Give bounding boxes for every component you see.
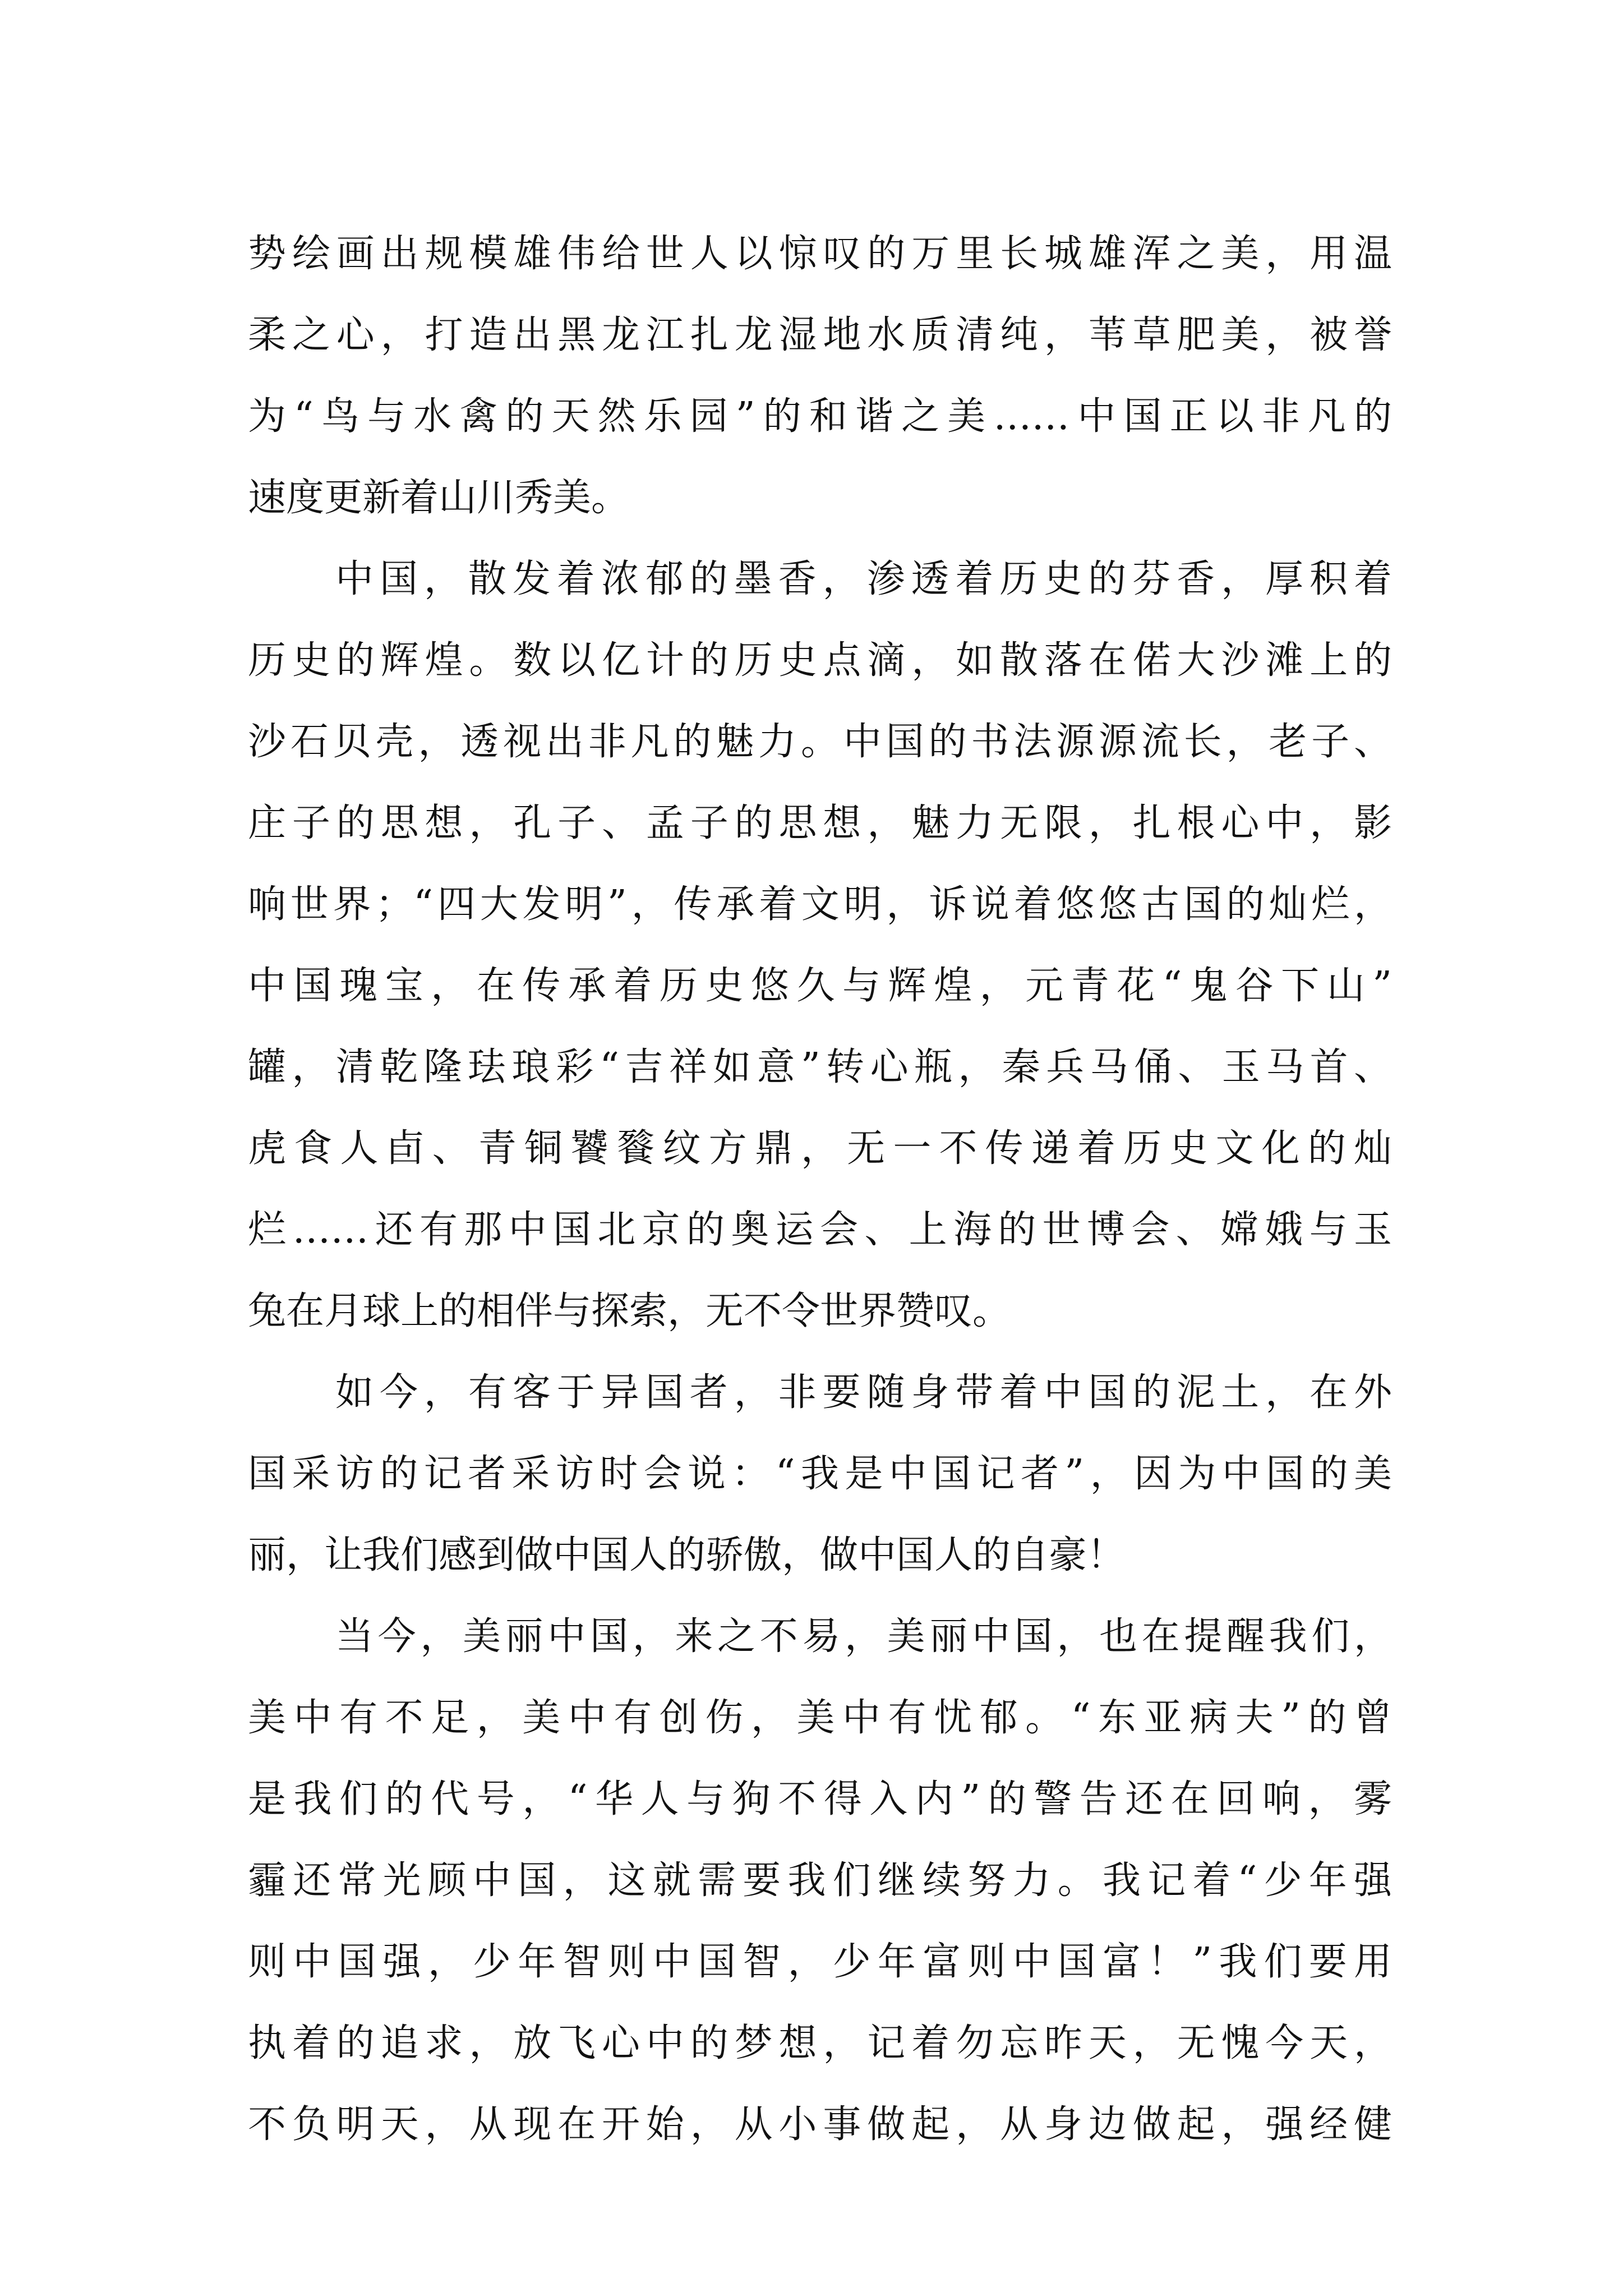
text-line: 中国，散发着浓郁的墨香，渗透着历史的芬香，厚积着	[335, 557, 1392, 601]
text-line: 如今，有客于异国者，非要随身带着中国的泥土，在外	[335, 1370, 1392, 1415]
text-line: 势绘画出规模雄伟给世人以惊叹的万里长城雄浑之美，用温	[248, 232, 1392, 276]
text-line: 柔之心，打造出黑龙江扎龙湿地水质清纯，苇草肥美，被誉	[248, 313, 1392, 357]
text-line: 霾还常光顾中国，这就需要我们继续努力。我记着“少年强	[248, 1858, 1392, 1903]
paragraph-4	[248, 1596, 1392, 2165]
text-line: 沙石贝壳，透视出非凡的魅力。中国的书法源源流长，老子、	[248, 720, 1392, 764]
text-line: 国采访的记者采访时会说：“我是中国记者”，因为中国的美	[248, 1452, 1392, 1496]
text-line: 罐，清乾隆珐琅彩“吉祥如意”转心瓶，秦兵马俑、玉马首、	[248, 1045, 1392, 1089]
text-line: 当今，美丽中国，来之不易，美丽中国，也在提醒我们，	[335, 1614, 1392, 1659]
text-line: 是我们的代号，“华人与狗不得入内”的警告还在回响，雾	[248, 1777, 1392, 1821]
text-line: 历史的辉煌。数以亿计的历史点滴，如散落在偌大沙滩上的	[248, 638, 1392, 683]
text-line: 丽，让我们感到做中国人的骄傲，做中国人的自豪！	[248, 1533, 1126, 1577]
text-line: 虎食人卣、青铜饕餮纹方鼎，无一不传递着历史文化的灿	[248, 1126, 1392, 1171]
text-line: 庄子的思想，孔子、孟子的思想，魅力无限，扎根心中，影	[248, 801, 1392, 845]
body-text	[248, 213, 1392, 2165]
paragraph-2	[248, 539, 1392, 1352]
text-line: 执着的追求，放飞心中的梦想，记着勿忘昨天，无愧今天，	[248, 2021, 1392, 2065]
text-line: 响世界；“四大发明”，传承着文明，诉说着悠悠古国的灿烂，	[248, 882, 1392, 927]
text-line: 为“鸟与水禽的天然乐园”的和谐之美……中国正以非凡的	[248, 394, 1392, 439]
text-line: 中国瑰宝，在传承着历史悠久与辉煌，元青花“鬼谷下山”	[248, 964, 1392, 1008]
text-line: 速度更新着山川秀美。	[248, 476, 630, 520]
paragraph-3	[248, 1352, 1392, 1596]
text-line: 不负明天，从现在开始，从小事做起，从身边做起，强经健	[248, 2102, 1392, 2147]
paragraph-1	[248, 213, 1392, 539]
text-line: 烂……还有那中国北京的奥运会、上海的世博会、嫦娥与玉	[248, 1208, 1392, 1252]
text-line: 则中国强，少年智则中国智，少年富则中国富！”我们要用	[248, 1940, 1392, 1984]
text-line: 兔在月球上的相伴与探索，无不令世界赞叹。	[248, 1289, 1011, 1333]
text-line: 美中有不足，美中有创伤，美中有忧郁。“东亚病夫”的曾	[248, 1696, 1392, 1740]
